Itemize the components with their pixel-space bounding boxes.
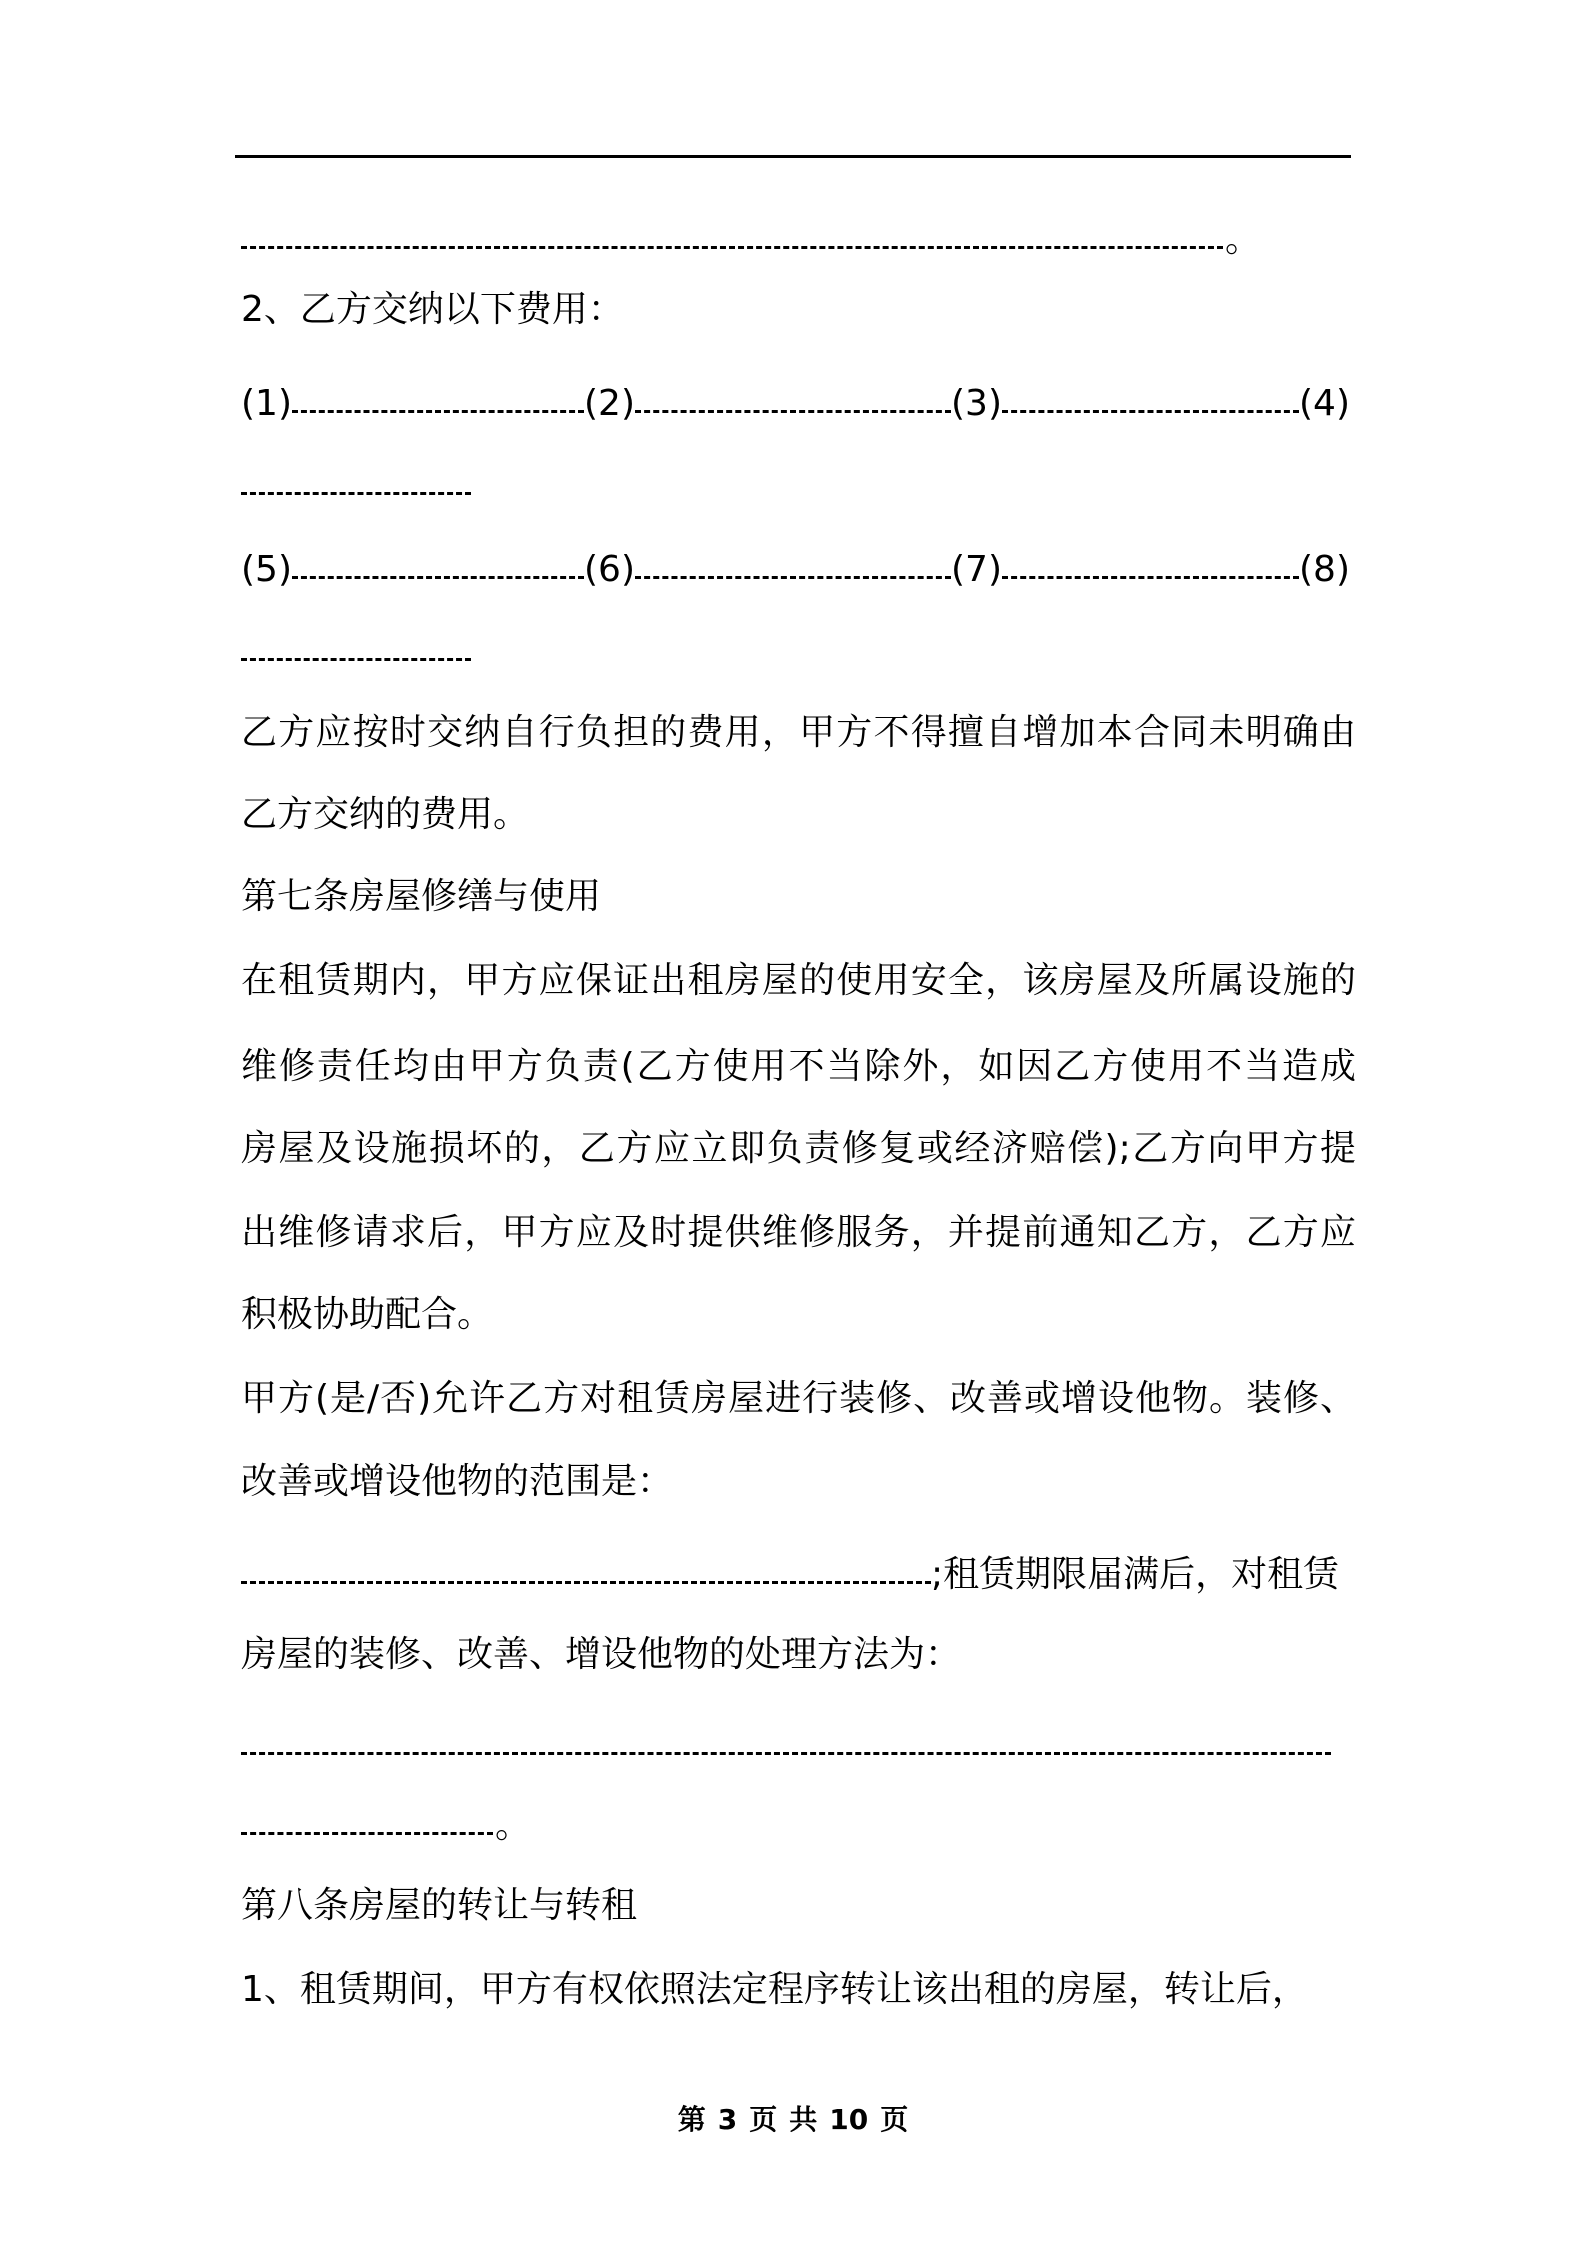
fee-label-6: (6) bbox=[584, 549, 635, 590]
page-footer bbox=[0, 2098, 1586, 2138]
paragraph-line: 积极协助配合。 bbox=[241, 1294, 494, 1335]
fee-blank-6[interactable] bbox=[635, 576, 951, 579]
fee-blank-3[interactable] bbox=[1002, 410, 1299, 413]
fee-blank-8[interactable] bbox=[241, 658, 471, 661]
renovation-scope-line bbox=[241, 1551, 1339, 1599]
paragraph-line: 房屋及设施损坏的，乙方应立即负责修复或经济赔偿);乙方向甲方提 bbox=[241, 1128, 1356, 1169]
disposal-method-blank[interactable] bbox=[241, 1752, 1331, 1755]
fee-blank-5[interactable] bbox=[292, 576, 584, 579]
fee-label-7: (7) bbox=[951, 549, 1002, 590]
paragraph-line: 在租赁期内，甲方应保证出租房屋的使用安全，该房屋及所属设施的 bbox=[241, 960, 1356, 1001]
paragraph-line: 1、租赁期间，甲方有权依照法定程序转让该出租的房屋，转让后， bbox=[241, 1969, 1308, 2010]
fee-blank-7[interactable] bbox=[1002, 576, 1299, 579]
paragraph-line: 乙方应按时交纳自行负担的费用，甲方不得擅自增加本合同未明确由 bbox=[241, 712, 1356, 753]
fee-label-5: (5) bbox=[241, 549, 292, 590]
current-page-number: 3 bbox=[717, 2103, 738, 2136]
paragraph-line: 甲方(是/否)允许乙方对租赁房屋进行装修、改善或增设他物。装修、 bbox=[241, 1378, 1356, 1419]
disposal-method-line-2: 。 bbox=[241, 1802, 529, 1850]
fee-label-1: (1) bbox=[241, 383, 292, 424]
fee-label-4: (4) bbox=[1299, 383, 1350, 424]
paragraph-line: 乙方交纳的费用。 bbox=[241, 794, 530, 835]
paragraph-line: 出维修请求后，甲方应及时提供维修服务，并提前通知乙方，乙方应 bbox=[241, 1212, 1356, 1253]
fee-blank-8-line bbox=[241, 628, 471, 676]
footer-prefix: 第 bbox=[677, 2103, 706, 2136]
fee-blank-2[interactable] bbox=[635, 410, 951, 413]
fee-label-3: (3) bbox=[951, 383, 1002, 424]
header-rule bbox=[235, 155, 1351, 158]
fees-row-2 bbox=[241, 546, 1350, 594]
fees-heading: 2、乙方交纳以下费用： bbox=[241, 289, 624, 330]
paragraph-text: ;租赁期限届满后，对租赁 bbox=[931, 1554, 1340, 1595]
fee-blank-4[interactable] bbox=[241, 492, 471, 495]
renovation-scope-blank[interactable] bbox=[241, 1581, 931, 1584]
disposal-method-line-1 bbox=[241, 1722, 1331, 1770]
fee-label-2: (2) bbox=[584, 383, 635, 424]
paragraph-line: 维修责任均由甲方负责(乙方使用不当除外，如因乙方使用不当造成 bbox=[241, 1046, 1356, 1087]
total-pages-number: 10 bbox=[829, 2103, 869, 2136]
paragraph-line: 房屋的装修、改善、增设他物的处理方法为： bbox=[241, 1634, 962, 1675]
disposal-method-blank-cont[interactable] bbox=[241, 1832, 493, 1835]
fee-blank-1[interactable] bbox=[292, 410, 584, 413]
blank-line-1: 。 bbox=[241, 216, 1259, 264]
fee-label-8: (8) bbox=[1299, 549, 1350, 590]
footer-total-word: 共 bbox=[789, 2103, 818, 2136]
article-7-title: 第七条房屋修缮与使用 bbox=[241, 876, 602, 917]
article-8-title: 第八条房屋的转让与转租 bbox=[241, 1885, 638, 1926]
paragraph-line: 改善或增设他物的范围是： bbox=[241, 1461, 674, 1502]
footer-page-word: 页 bbox=[749, 2103, 778, 2136]
footer-suffix: 页 bbox=[880, 2103, 909, 2136]
fill-blank[interactable] bbox=[241, 246, 1223, 249]
fees-row-1 bbox=[241, 380, 1350, 428]
fee-blank-4-line bbox=[241, 462, 471, 510]
